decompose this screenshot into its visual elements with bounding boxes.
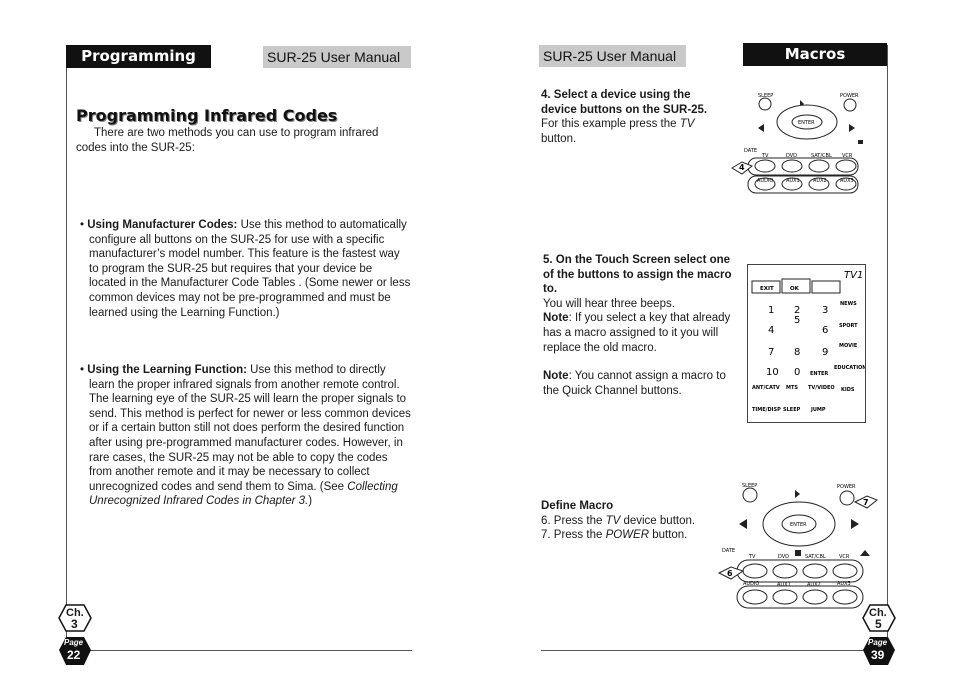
page-number: 22 bbox=[67, 648, 81, 662]
r1-sat: SAT/CBL bbox=[811, 153, 832, 159]
step5-title: 5. On the Touch Screen select one of the buttons to assign the macro to. bbox=[543, 254, 732, 296]
right-page-footer-rule bbox=[541, 650, 887, 651]
r2-vcr: VCR bbox=[839, 554, 850, 560]
ts-device: TV1 bbox=[844, 270, 864, 281]
step4-title: 4. Select a device using the device buttons on the SUR-25. bbox=[541, 89, 708, 116]
r1-aux3: AUX3 bbox=[840, 178, 854, 184]
chapter-number-right: 5 bbox=[875, 617, 882, 631]
ts-n8: 8 bbox=[794, 347, 801, 358]
define-step7-a: 7. Press the bbox=[541, 529, 606, 542]
section-tab-programming: Programming bbox=[66, 45, 211, 68]
right-page-border bbox=[887, 45, 888, 651]
touch-screen-illustration bbox=[747, 264, 866, 423]
define-step6-b: device button. bbox=[620, 514, 696, 527]
step5-beeps: You will hear three beeps. bbox=[543, 297, 675, 310]
chapter-label: Ch. bbox=[66, 607, 84, 619]
ts-tvvideo: TV/VIDEO bbox=[808, 385, 835, 391]
r2-callout7: 7 bbox=[863, 498, 869, 507]
section-tab-macros: Macros bbox=[743, 43, 887, 66]
page-title: Programming Infrared Codes bbox=[76, 106, 338, 125]
r2-aux1: AUX1 bbox=[777, 582, 791, 588]
method2-label: Using the Learning Function: bbox=[87, 364, 247, 376]
define-step6-device: TV bbox=[605, 514, 621, 527]
ts-sleep: SLEEP bbox=[783, 407, 801, 413]
left-page-border bbox=[66, 46, 67, 650]
ts-education: EDUCATION bbox=[834, 365, 865, 371]
method2-text: Use this method to directly learn the proper infrared signals from another remote control. The learning eye of the SUR-25 will learn the proper signals to send. This method is perfect for newer or less common devices or if a certain button still not does perform the desired function after using pre-programmed manufacturer codes. However, in rare cases, the SUR-25 may not be able to copy the codes from another remote and it may be necessary to collect unrecognized codes and send them to Sima. (See bbox=[89, 364, 411, 493]
r2-power: POWER bbox=[837, 484, 856, 490]
define-step7-key: POWER bbox=[605, 529, 650, 542]
ts-n5: 5 bbox=[794, 315, 801, 326]
ts-n10: 10 bbox=[766, 367, 779, 378]
ts-n0: 0 bbox=[794, 367, 801, 378]
r2-tv: TV bbox=[749, 554, 756, 560]
ts-n6: 6 bbox=[822, 325, 829, 336]
method2-end: ) bbox=[308, 495, 313, 508]
chapter-badge-right bbox=[862, 604, 896, 666]
define-step6-a: 6. Press the bbox=[541, 514, 606, 527]
step-5 bbox=[543, 253, 738, 398]
chapter-number: 3 bbox=[71, 617, 78, 631]
intro-text: There are two methods you can use to program infrared codes into the SUR-25: bbox=[76, 127, 379, 154]
manual-title-tab: SUR-25 User Manual bbox=[263, 46, 411, 68]
method1-label: Using Manufacturer Codes: bbox=[87, 219, 238, 231]
r1-sleep: SLEEP bbox=[758, 93, 774, 99]
r1-dvd: DVD bbox=[786, 153, 798, 159]
ts-enter: ENTER bbox=[810, 371, 829, 377]
ts-antcatv: ANT/CATV bbox=[752, 385, 780, 391]
note2-label: Note bbox=[543, 370, 569, 383]
ts-mts: MTS bbox=[786, 385, 798, 391]
r2-callout6: 6 bbox=[727, 569, 733, 578]
page-label-right: Page bbox=[868, 638, 888, 647]
define-title: Define Macro bbox=[541, 500, 614, 512]
method-manufacturer-codes: • Using Manufacturer Codes: Use this method to automatically configure all buttons on the SUR-25 for use with a specific manufacturer’s model number. This feature is the fastest way to program the SUR-25 but requires that your device be located in the Manufacturer Code Tables . (Some newer or less common devices may not be pre-programmed and must be learned using the Learning Function.) bbox=[80, 219, 411, 319]
ts-n7: 7 bbox=[768, 347, 775, 358]
ts-sport: SPORT bbox=[839, 323, 858, 329]
remote-illustration-step4 bbox=[730, 90, 865, 202]
page-label: Page bbox=[64, 638, 84, 647]
note1-text: : If you select a key that already has a macro assigned to it you will replace the old macro. bbox=[543, 312, 731, 354]
method1-text: Use this method to automatically configure all buttons on the SUR-25 for use with a specific manufacturer’s model number. This feature is the fastest way to program the SUR-25 but requires that your device be located in the Manufacturer Code Tables . (Some newer or less common devices may not be pre-programmed and must be learned using the Learning Function.) bbox=[89, 219, 411, 319]
note2-text: : You cannot assign a macro to the Quick Channel buttons. bbox=[543, 370, 726, 397]
r1-callout: 4 bbox=[739, 163, 745, 172]
method-learning-function: • Using the Learning Function: Use this method to directly learn the proper infrared signals from another remote control. The learning eye of the SUR-25 will learn the proper signals to send. This method is perfect for newer or less common devices or if a certain button still not does perform the desired function after using pre-programmed manufacturer codes. However, in rare cases, the SUR-25 may not be able to copy the codes from another remote and it may be necessary to collect unrecognized codes and send them to Sima. (See Collecting Unrecognized Infrared Codes in Chapter 3.) bbox=[80, 364, 411, 508]
r2-dvd: DVD bbox=[778, 554, 790, 560]
r1-vcr: VCR bbox=[842, 153, 853, 159]
r2-date: DATE bbox=[722, 548, 736, 554]
ts-n1: 1 bbox=[768, 305, 775, 316]
define-step7-b: button. bbox=[649, 529, 688, 542]
ts-timedisp: TIME/DISP bbox=[752, 407, 781, 413]
r1-aux1: AUX1 bbox=[786, 178, 800, 184]
ts-n9: 9 bbox=[822, 347, 829, 358]
r1-tv: TV bbox=[762, 153, 769, 159]
ts-n4: 4 bbox=[768, 325, 775, 336]
chapter-badge-left bbox=[58, 604, 92, 666]
ts-news: NEWS bbox=[840, 301, 857, 307]
page-number-right: 39 bbox=[871, 648, 885, 662]
r2-sleep: SLEEP bbox=[742, 483, 758, 489]
intro-paragraph bbox=[76, 126, 406, 155]
ts-n2: 2 bbox=[794, 305, 801, 316]
r2-aux2: AUX2 bbox=[807, 582, 821, 588]
method2-reference: Collecting Unrecognized Infrared Codes in Chapter 3. bbox=[89, 480, 398, 508]
left-page-footer-rule bbox=[66, 650, 412, 651]
remote-illustration-define bbox=[717, 480, 879, 612]
r1-audio: AUDIO bbox=[757, 178, 774, 184]
r2-audio: AUDIO bbox=[743, 581, 760, 587]
note1-label: Note bbox=[543, 312, 569, 325]
step4-device: TV bbox=[679, 118, 695, 131]
r1-enter: ENTER bbox=[798, 120, 815, 126]
step4-end: button. bbox=[541, 132, 577, 145]
step4-text: For this example press the bbox=[541, 118, 680, 131]
manual-title-tab-right: SUR-25 User Manual bbox=[539, 45, 686, 67]
ts-jump: JUMP bbox=[811, 407, 826, 413]
r2-enter: ENTER bbox=[790, 522, 807, 528]
ts-n3: 3 bbox=[822, 305, 829, 316]
ts-kids: KIDS bbox=[841, 387, 855, 393]
define-macro bbox=[541, 499, 731, 543]
chapter-label-right: Ch. bbox=[869, 607, 887, 619]
ts-ok: OK bbox=[790, 286, 799, 292]
r1-date: DATE bbox=[744, 148, 758, 154]
step-4 bbox=[541, 88, 721, 146]
ts-movie: MOVIE bbox=[839, 343, 858, 349]
r2-sat: SAT/CBL bbox=[805, 554, 826, 560]
r1-power: POWER bbox=[840, 93, 859, 99]
r2-aux3: AUX3 bbox=[837, 581, 851, 587]
r1-aux2: AUX2 bbox=[813, 178, 827, 184]
ts-exit: EXIT bbox=[760, 286, 774, 292]
